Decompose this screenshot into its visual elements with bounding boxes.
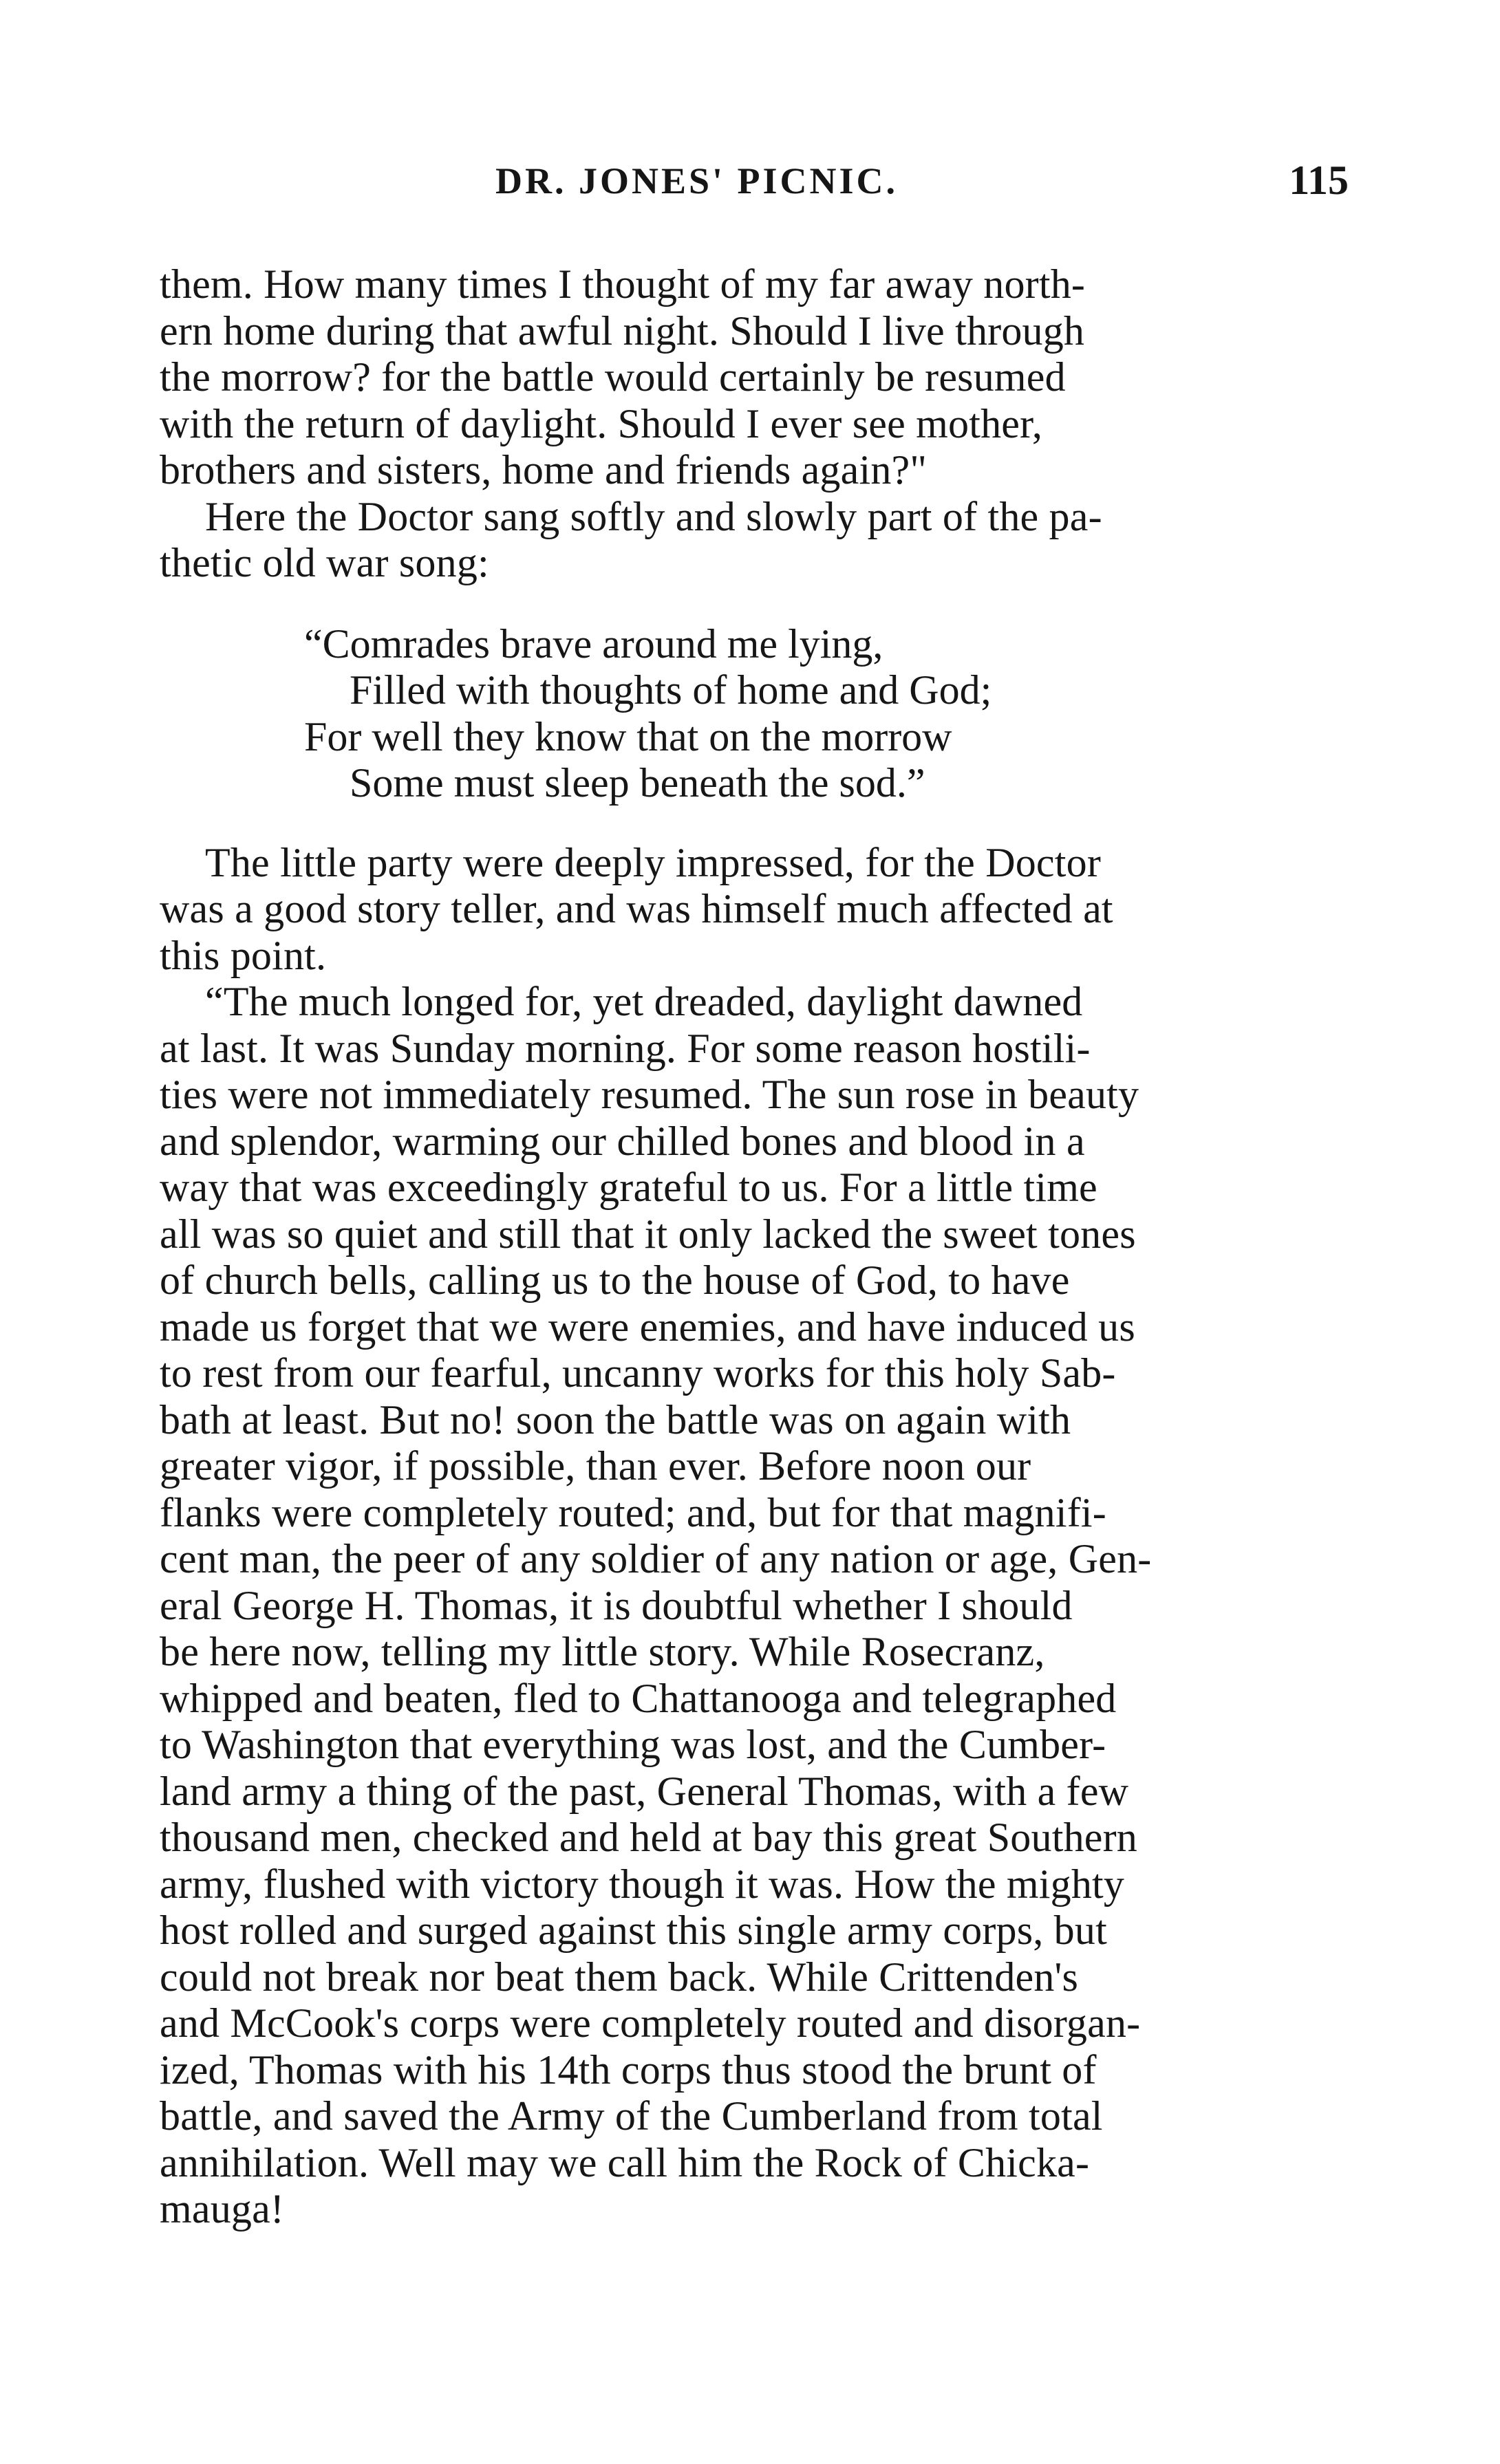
poem-line: For well they know that on the morrow xyxy=(304,713,952,759)
paragraph-daylight-dawned: “The much longed for, yet dreaded, daylight dawned at last. It was Sunday morning. For some reason hostili- ties were not immediately resumed. The sun rose in beauty and splendor, warming our chilled bones and blood in a way that was exceedingly grateful to us. For a little time all was so quiet and still that it only lacked the sweet tones of church bells, calling us to the house of God, to have made us forget that we were enemies, and have induced us to rest from our fearful, uncanny works for this holy Sab- bath at least. But no! soon the battle was on again with greater vigor, if possible, than ever. Before noon our flanks were completely routed; and, but for that magnifi- cent man, the peer of any soldier of any nation or age, Gen- eral George H. Thomas, it is doubtful whether I should be here now, telling my little story. While Rosecranz, whipped and beaten, fled to Chattanooga and telegraphed to Washington that everything was lost, and the Cumber- land army a thing of the past, General Thomas, with a few thousand men, checked and held at bay this great Southern army, flushed with victory though it was. How the mighty host rolled and surged against this single army corps, but could not break nor beat them back. While Crittenden's and McCook's corps were completely routed and disorgan- ized, Thomas with his 14th corps thus stood the brunt of battle, and saved the Army of the Cumberland from total annihilation. Well may we call him the Rock of Chicka- mauga! xyxy=(160,979,1152,2231)
body-text xyxy=(160,261,1349,2233)
paragraph-doctor-sang: Here the Doctor sang softly and slowly part of the pa- thetic old war song: xyxy=(160,493,1102,585)
paragraph-party-impressed: The little party were deeply impressed, for the Doctor was a good story teller, and was himself much affected at this point. xyxy=(160,839,1113,978)
poem-line: “Comrades brave around me lying, xyxy=(304,620,883,667)
page-number: 115 xyxy=(1289,158,1349,203)
poem-line: Some must sleep beneath the sod.” xyxy=(350,760,925,806)
poem-line: Filled with thoughts of home and God; xyxy=(350,667,992,713)
paragraph-continuation: them. How many times I thought of my far away north- ern home during that awful night. Should I live through the morrow? for the battle would certainly be resumed with the return of daylight. Should I ever see mother, brothers and sisters, home and friends again?" xyxy=(160,261,1086,493)
poem-block xyxy=(304,621,1349,807)
page-header xyxy=(158,160,1349,215)
running-head: DR. JONES' PICNIC. xyxy=(495,160,899,202)
